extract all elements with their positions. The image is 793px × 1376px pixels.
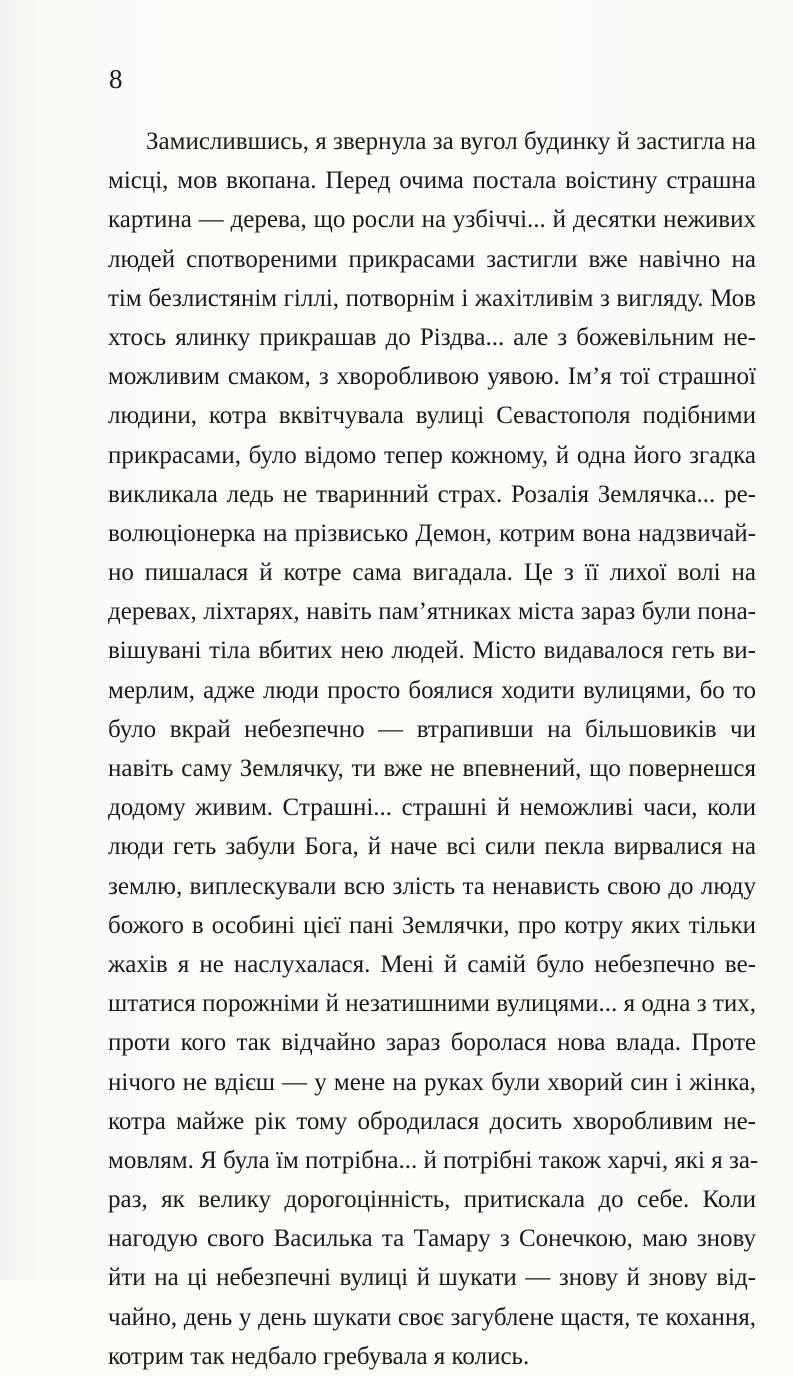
text-line: штатися порожніми й незатишними вулицями... я одна з тих, xyxy=(108,990,756,1018)
body-text xyxy=(108,122,759,1376)
text-line: котрим так недбало гребувала я колись. xyxy=(108,1342,530,1370)
text-line: нагодую свого Василька та Тамару з Сонечкою, маю знову xyxy=(108,1225,756,1253)
text-line: додому живим. Страшні... страшні й неможливі часи, коли xyxy=(108,794,756,822)
text-line: котра майже рік тому обродилася досить хворобливим не- xyxy=(108,1107,756,1135)
text-line: чайно, день у день шукати своє загублене щастя, те кохання, xyxy=(108,1303,756,1331)
text-line: місці, мов вкопана. Перед очима постала воістину страшна xyxy=(108,167,756,195)
text-line: можливим смаком, з хворобливою уявою. Ім’я тої страшної xyxy=(108,363,756,391)
text-line: деревах, ліхтарях, навіть пам’ятниках міста зараз були пона- xyxy=(108,598,756,626)
text-line: навіть саму Землячку, ти вже не впевнений, що повернешся xyxy=(108,755,756,782)
text-line: раз, як велику дорогоцінність, притискала до себе. Коли xyxy=(108,1186,756,1214)
text-line: йти на ці небезпечні вулиці й шукати — знову й знову від- xyxy=(108,1264,756,1292)
text-line: було вкрай небезпечно — втрапивши на більшовиків чи xyxy=(108,715,756,743)
text-line: нічого не вдієш — у мене на руках були хворий син і жінка, xyxy=(108,1068,756,1096)
text-line: мерлим, адже люди просто боялися ходити вулицями, бо то xyxy=(108,676,756,704)
text-line: волюціонерка на прізвисько Демон, котрим вона надзвичай- xyxy=(108,519,756,547)
text-line: хтось ялинку прикрашав до Різдва... але з божевільним не- xyxy=(108,323,756,351)
text-line: жахів я не наслухалася. Мені й самій було небезпечно ве- xyxy=(108,950,756,978)
text-line: людини, котра вквітчувала вулиці Севастополя подібними xyxy=(108,402,756,430)
text-line: тім безлистянім гіллі, потворнім і жахітливім з вигляду. Мов xyxy=(108,284,756,312)
text-line: людей спотвореними прикрасами застигли вже навічно на xyxy=(108,245,756,273)
text-line: викликала ледь не тваринний страх. Розалія Землячка... ре- xyxy=(108,480,756,508)
text-line: Замислившись, я звернула за вугол будинку й застигла на xyxy=(146,128,756,155)
page-number: 8 xyxy=(109,64,123,94)
text-line: прикрасами, було відомо тепер кожному, й одна його згадка xyxy=(108,441,756,469)
text-line: люди геть забули Бога, й наче всі сили пекла вирвалися на xyxy=(108,833,756,861)
text-line: вішувані тіла вбитих нею людей. Місто видавалося геть ви- xyxy=(108,637,756,665)
text-line: но пишалася й котре сама вигадала. Це з її лихої волі на xyxy=(108,559,756,587)
text-line: божого в особині цієї пані Землячки, про котру яких тільки xyxy=(108,911,756,939)
text-line: землю, виплескували всю злість та ненависть свою до люду xyxy=(108,872,756,900)
text-line: картина — дерева, що росли на узбіччі... й десятки неживих xyxy=(108,206,756,234)
text-line: мовлям. Я була їм потрібна... й потрібні також харчі, які я за- xyxy=(108,1146,759,1174)
text-line: проти кого так відчайно зараз боролася нова влада. Проте xyxy=(108,1029,756,1057)
